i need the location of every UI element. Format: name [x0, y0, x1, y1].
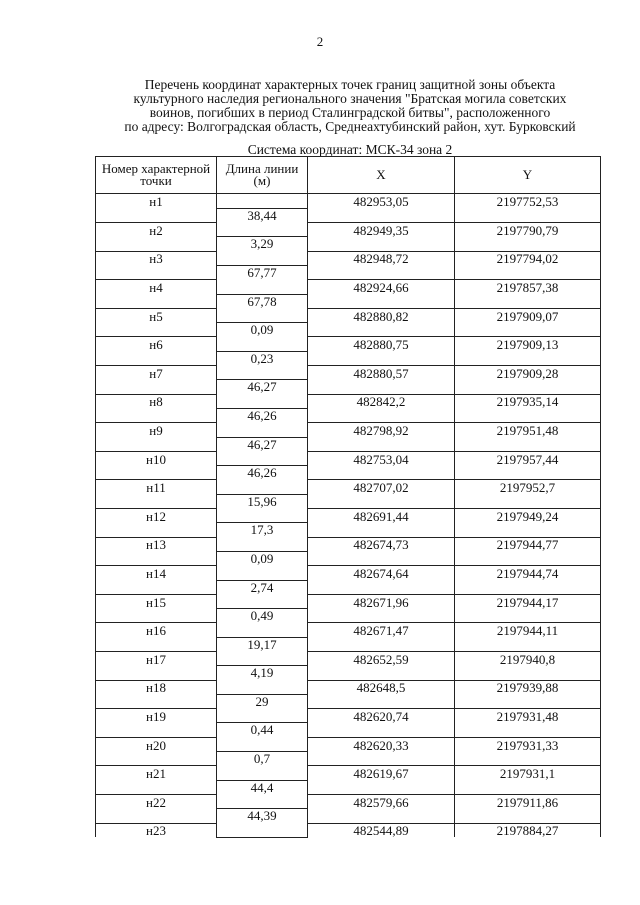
- line-length-cell: 0,49: [217, 609, 308, 623]
- line-length-cell: 3,29: [217, 237, 308, 251]
- point-name-spacer-cell: [96, 408, 217, 422]
- length-spacer-cell: [217, 394, 308, 408]
- length-spacer-cell: [217, 766, 308, 780]
- x-spacer-cell: [308, 580, 455, 594]
- y-coordinate-cell: 2197857,38: [455, 280, 601, 294]
- y-coordinate-cell: 2197952,7: [455, 480, 601, 494]
- coordinates-table: [95, 156, 601, 838]
- x-spacer-cell: [308, 809, 455, 823]
- point-name-spacer-cell: [96, 208, 217, 222]
- point-name-cell: н19: [96, 709, 217, 723]
- line-length-cell: 67,77: [217, 265, 308, 279]
- length-spacer-cell: [217, 337, 308, 351]
- table-length-row: [96, 208, 601, 222]
- point-name-cell: н16: [96, 623, 217, 637]
- x-coordinate-cell: 482544,89: [308, 823, 455, 837]
- length-spacer-cell: [217, 308, 308, 322]
- length-spacer-cell: [217, 594, 308, 608]
- y-spacer-cell: [455, 466, 601, 480]
- table-row: [96, 823, 601, 837]
- point-name-spacer-cell: [96, 523, 217, 537]
- y-coordinate-cell: 2197931,1: [455, 766, 601, 780]
- y-coordinate-cell: 2197911,86: [455, 794, 601, 808]
- y-spacer-cell: [455, 637, 601, 651]
- point-name-spacer-cell: [96, 237, 217, 251]
- length-spacer-cell: [217, 423, 308, 437]
- y-coordinate-cell: 2197931,48: [455, 709, 601, 723]
- header-line-length: Длина линии (м): [217, 157, 308, 194]
- point-name-cell: н6: [96, 337, 217, 351]
- line-length-cell: 29: [217, 694, 308, 708]
- line-length-cell: 17,3: [217, 523, 308, 537]
- point-name-spacer-cell: [96, 323, 217, 337]
- line-length-cell: 44,4: [217, 780, 308, 794]
- line-length-cell: 15,96: [217, 494, 308, 508]
- table-length-row: [96, 580, 601, 594]
- y-spacer-cell: [455, 323, 601, 337]
- y-coordinate-cell: 2197944,74: [455, 566, 601, 580]
- y-coordinate-cell: 2197949,24: [455, 509, 601, 523]
- point-name-spacer-cell: [96, 551, 217, 565]
- x-spacer-cell: [308, 551, 455, 565]
- header-point-number: Номер характерной точки: [96, 157, 217, 194]
- point-name-cell: н12: [96, 509, 217, 523]
- y-spacer-cell: [455, 437, 601, 451]
- line-length-cell: 46,27: [217, 380, 308, 394]
- x-coordinate-cell: 482842,2: [308, 394, 455, 408]
- table-length-row: [96, 408, 601, 422]
- x-spacer-cell: [308, 609, 455, 623]
- point-name-cell: н5: [96, 308, 217, 322]
- y-spacer-cell: [455, 551, 601, 565]
- x-coordinate-cell: 482753,04: [308, 451, 455, 465]
- header-y: Y: [455, 157, 601, 194]
- y-coordinate-cell: 2197909,07: [455, 308, 601, 322]
- table-length-row: [96, 694, 601, 708]
- line-length-cell: 0,09: [217, 551, 308, 565]
- page-number: 2: [316, 34, 324, 49]
- point-name-cell: н1: [96, 194, 217, 209]
- table-body: [96, 194, 601, 838]
- x-coordinate-cell: 482949,35: [308, 223, 455, 237]
- table-length-row: [96, 494, 601, 508]
- length-spacer-cell: [217, 194, 308, 209]
- y-spacer-cell: [455, 609, 601, 623]
- point-name-spacer-cell: [96, 809, 217, 823]
- table-row: [96, 194, 601, 209]
- title-line-1: Перечень координат характерных точек границ защитной зоны объекта: [144, 77, 556, 92]
- x-coordinate-cell: 482620,33: [308, 737, 455, 751]
- table-length-row: [96, 294, 601, 308]
- y-coordinate-cell: 2197884,27: [455, 823, 601, 837]
- table-row: [96, 652, 601, 666]
- y-spacer-cell: [455, 723, 601, 737]
- point-name-spacer-cell: [96, 609, 217, 623]
- y-coordinate-cell: 2197931,33: [455, 737, 601, 751]
- point-name-cell: н3: [96, 251, 217, 265]
- title-line-2: культурного наследия регионального значения "Братская могила советских: [133, 91, 567, 106]
- x-spacer-cell: [308, 466, 455, 480]
- y-coordinate-cell: 2197909,28: [455, 366, 601, 380]
- x-coordinate-cell: 482671,47: [308, 623, 455, 637]
- table-length-row: [96, 551, 601, 565]
- length-spacer-cell: [217, 537, 308, 551]
- table-row: [96, 766, 601, 780]
- table-length-row: [96, 265, 601, 279]
- point-name-cell: н8: [96, 394, 217, 408]
- y-coordinate-cell: 2197935,14: [455, 394, 601, 408]
- point-name-cell: н13: [96, 537, 217, 551]
- y-coordinate-cell: 2197940,8: [455, 652, 601, 666]
- point-name-cell: н2: [96, 223, 217, 237]
- point-name-cell: н9: [96, 423, 217, 437]
- table-row: [96, 594, 601, 608]
- table-row: [96, 251, 601, 265]
- y-spacer-cell: [455, 666, 601, 680]
- y-coordinate-cell: 2197944,77: [455, 537, 601, 551]
- table-length-row: [96, 437, 601, 451]
- table-row: [96, 394, 601, 408]
- y-spacer-cell: [455, 809, 601, 823]
- line-length-cell: 44,39: [217, 809, 308, 823]
- line-length-cell: 0,23: [217, 351, 308, 365]
- header-x: X: [308, 157, 455, 194]
- point-name-cell: н4: [96, 280, 217, 294]
- length-spacer-cell: [217, 652, 308, 666]
- point-name-spacer-cell: [96, 637, 217, 651]
- line-length-cell: 0,7: [217, 752, 308, 766]
- x-coordinate-cell: 482674,64: [308, 566, 455, 580]
- x-coordinate-cell: 482620,74: [308, 709, 455, 723]
- y-coordinate-cell: 2197909,13: [455, 337, 601, 351]
- y-coordinate-cell: 2197957,44: [455, 451, 601, 465]
- y-coordinate-cell: 2197944,11: [455, 623, 601, 637]
- point-name-cell: н7: [96, 366, 217, 380]
- x-coordinate-cell: 482619,67: [308, 766, 455, 780]
- point-name-cell: н22: [96, 794, 217, 808]
- length-spacer-cell: [217, 480, 308, 494]
- point-name-cell: н10: [96, 451, 217, 465]
- table-length-row: [96, 723, 601, 737]
- table-length-row: [96, 466, 601, 480]
- point-name-spacer-cell: [96, 723, 217, 737]
- point-name-spacer-cell: [96, 351, 217, 365]
- point-name-cell: н15: [96, 594, 217, 608]
- y-spacer-cell: [455, 523, 601, 537]
- y-spacer-cell: [455, 494, 601, 508]
- point-name-cell: н18: [96, 680, 217, 694]
- table-row: [96, 680, 601, 694]
- table-length-row: [96, 752, 601, 766]
- line-length-cell: 46,26: [217, 408, 308, 422]
- table-row: [96, 566, 601, 580]
- y-spacer-cell: [455, 208, 601, 222]
- table-row: [96, 480, 601, 494]
- length-spacer-cell: [217, 709, 308, 723]
- point-name-spacer-cell: [96, 694, 217, 708]
- y-spacer-cell: [455, 294, 601, 308]
- x-spacer-cell: [308, 494, 455, 508]
- table-row: [96, 451, 601, 465]
- table-length-row: [96, 523, 601, 537]
- x-spacer-cell: [308, 208, 455, 222]
- point-name-spacer-cell: [96, 294, 217, 308]
- line-length-cell: 19,17: [217, 637, 308, 651]
- x-coordinate-cell: 482652,59: [308, 652, 455, 666]
- table-length-row: [96, 637, 601, 651]
- x-coordinate-cell: 482691,44: [308, 509, 455, 523]
- point-name-cell: н14: [96, 566, 217, 580]
- table-row: [96, 423, 601, 437]
- x-coordinate-cell: 482948,72: [308, 251, 455, 265]
- table-row: [96, 308, 601, 322]
- x-coordinate-cell: 482953,05: [308, 194, 455, 209]
- length-spacer-cell: [217, 680, 308, 694]
- y-coordinate-cell: 2197939,88: [455, 680, 601, 694]
- length-spacer-cell: [217, 794, 308, 808]
- length-spacer-cell: [217, 223, 308, 237]
- point-name-spacer-cell: [96, 780, 217, 794]
- line-length-cell: 67,78: [217, 294, 308, 308]
- table-length-row: [96, 237, 601, 251]
- table-length-row: [96, 609, 601, 623]
- title-line-4: по адресу: Волгоградская область, Среднеахтубинский район, хут. Бурковский: [124, 119, 576, 134]
- x-spacer-cell: [308, 437, 455, 451]
- line-length-cell: 46,26: [217, 466, 308, 480]
- line-length-cell: 38,44: [217, 208, 308, 222]
- x-spacer-cell: [308, 666, 455, 680]
- table-row: [96, 337, 601, 351]
- length-spacer-cell: [217, 823, 308, 837]
- point-name-spacer-cell: [96, 466, 217, 480]
- length-spacer-cell: [217, 509, 308, 523]
- x-spacer-cell: [308, 694, 455, 708]
- table-length-row: [96, 351, 601, 365]
- table-header-row: [96, 157, 601, 194]
- point-name-spacer-cell: [96, 380, 217, 394]
- y-spacer-cell: [455, 265, 601, 279]
- length-spacer-cell: [217, 566, 308, 580]
- length-spacer-cell: [217, 737, 308, 751]
- x-spacer-cell: [308, 523, 455, 537]
- x-coordinate-cell: 482648,5: [308, 680, 455, 694]
- x-spacer-cell: [308, 752, 455, 766]
- x-coordinate-cell: 482798,92: [308, 423, 455, 437]
- x-spacer-cell: [308, 294, 455, 308]
- y-spacer-cell: [455, 237, 601, 251]
- y-coordinate-cell: 2197790,79: [455, 223, 601, 237]
- line-length-cell: 0,09: [217, 323, 308, 337]
- line-length-cell: 46,27: [217, 437, 308, 451]
- length-spacer-cell: [217, 366, 308, 380]
- y-spacer-cell: [455, 694, 601, 708]
- point-name-spacer-cell: [96, 265, 217, 279]
- length-spacer-cell: [217, 451, 308, 465]
- x-spacer-cell: [308, 380, 455, 394]
- x-coordinate-cell: 482671,96: [308, 594, 455, 608]
- x-coordinate-cell: 482880,57: [308, 366, 455, 380]
- point-name-cell: н21: [96, 766, 217, 780]
- x-coordinate-cell: 482924,66: [308, 280, 455, 294]
- table-length-row: [96, 666, 601, 680]
- x-coordinate-cell: 482880,82: [308, 308, 455, 322]
- y-spacer-cell: [455, 752, 601, 766]
- title-line-3: воинов, погибших в период Сталинградской битвы", расположенного: [149, 105, 551, 120]
- y-coordinate-cell: 2197951,48: [455, 423, 601, 437]
- y-coordinate-cell: 2197944,17: [455, 594, 601, 608]
- x-coordinate-cell: 482707,02: [308, 480, 455, 494]
- table-row: [96, 280, 601, 294]
- line-length-cell: 4,19: [217, 666, 308, 680]
- point-name-spacer-cell: [96, 666, 217, 680]
- y-coordinate-cell: 2197794,02: [455, 251, 601, 265]
- y-spacer-cell: [455, 408, 601, 422]
- point-name-spacer-cell: [96, 752, 217, 766]
- length-spacer-cell: [217, 280, 308, 294]
- table-row: [96, 737, 601, 751]
- table-row: [96, 223, 601, 237]
- length-spacer-cell: [217, 623, 308, 637]
- table-row: [96, 794, 601, 808]
- x-spacer-cell: [308, 637, 455, 651]
- x-spacer-cell: [308, 351, 455, 365]
- x-spacer-cell: [308, 780, 455, 794]
- y-spacer-cell: [455, 780, 601, 794]
- length-spacer-cell: [217, 251, 308, 265]
- table-row: [96, 509, 601, 523]
- y-spacer-cell: [455, 380, 601, 394]
- x-spacer-cell: [308, 408, 455, 422]
- coordinate-system-caption: Система координат: МСК-34 зона 2: [247, 142, 453, 157]
- x-coordinate-cell: 482674,73: [308, 537, 455, 551]
- x-coordinate-cell: 482880,75: [308, 337, 455, 351]
- point-name-spacer-cell: [96, 494, 217, 508]
- x-spacer-cell: [308, 723, 455, 737]
- x-spacer-cell: [308, 265, 455, 279]
- table-row: [96, 537, 601, 551]
- y-spacer-cell: [455, 351, 601, 365]
- point-name-cell: н17: [96, 652, 217, 666]
- line-length-cell: 2,74: [217, 580, 308, 594]
- point-name-cell: н11: [96, 480, 217, 494]
- document-title: [60, 78, 640, 134]
- x-spacer-cell: [308, 237, 455, 251]
- y-coordinate-cell: 2197752,53: [455, 194, 601, 209]
- table-length-row: [96, 380, 601, 394]
- table-length-row: [96, 809, 601, 823]
- table-row: [96, 366, 601, 380]
- x-spacer-cell: [308, 323, 455, 337]
- point-name-cell: н20: [96, 737, 217, 751]
- table-row: [96, 709, 601, 723]
- line-length-cell: 0,44: [217, 723, 308, 737]
- y-spacer-cell: [455, 580, 601, 594]
- point-name-cell: н23: [96, 823, 217, 837]
- table-row: [96, 623, 601, 637]
- table-length-row: [96, 323, 601, 337]
- table-length-row: [96, 780, 601, 794]
- point-name-spacer-cell: [96, 580, 217, 594]
- point-name-spacer-cell: [96, 437, 217, 451]
- x-coordinate-cell: 482579,66: [308, 794, 455, 808]
